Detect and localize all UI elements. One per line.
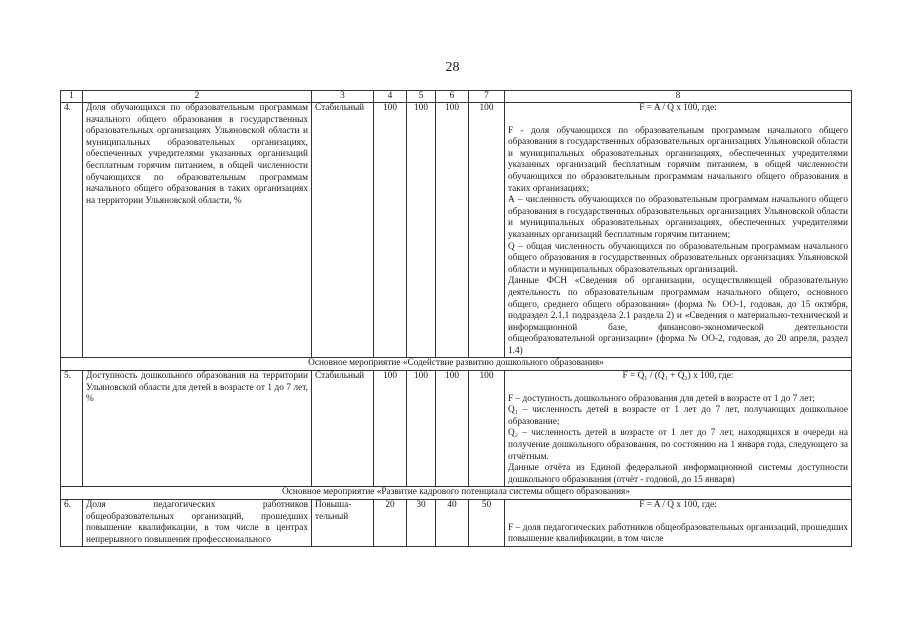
value-cell: 30 bbox=[407, 500, 436, 547]
value-cell: 100 bbox=[469, 371, 505, 487]
value-cell: 20 bbox=[374, 500, 407, 547]
definition-paragraph: Q – общая численность обучающихся по образовательным программам начального общего образования в государственных образовательных организациях Ульяновской области и муниципальных образовательных организаций. bbox=[508, 241, 848, 275]
methodology-cell bbox=[505, 103, 852, 358]
column-header: 7 bbox=[469, 91, 505, 103]
column-header: 5 bbox=[407, 91, 436, 103]
column-header: 1 bbox=[61, 91, 83, 103]
page-number: 28 bbox=[445, 60, 460, 75]
value-cell: 100 bbox=[374, 103, 407, 358]
indicator-type-line: Повыша- bbox=[315, 500, 352, 510]
value-cell: 100 bbox=[407, 371, 436, 487]
methodology-cell bbox=[505, 371, 852, 487]
formula: F = A / Q x 100, где: bbox=[639, 103, 717, 113]
indicators-table bbox=[60, 90, 852, 547]
indicator-name: Доступность дошкольного образования на территории Ульяновской области для детей в возрасте от 1 до 7 лет, % bbox=[83, 371, 312, 487]
table-row bbox=[61, 500, 852, 547]
value-cell: 100 bbox=[407, 103, 436, 358]
data-source-paragraph: Данные отчёта из Единой федеральной информационной системы доступности дошкольного образования (отчёт - годовой, до 15 января) bbox=[508, 463, 848, 485]
formula: F = Q₁ / (Q₁ + Q₂) x 100, где: bbox=[622, 371, 734, 382]
definition-paragraph: F – доступность дошкольного образования для детей в возрасте от 1 до 7 лет; bbox=[508, 393, 815, 404]
column-header: 2 bbox=[83, 91, 312, 103]
formula: F = A / Q x 100, где: bbox=[639, 500, 717, 510]
indicator-type-line: тельный bbox=[315, 511, 349, 522]
indicator-type: Стабильный bbox=[312, 371, 374, 487]
column-header: 6 bbox=[436, 91, 469, 103]
table-header-row bbox=[61, 91, 852, 103]
column-header: 8 bbox=[505, 91, 852, 103]
section-title: Основное мероприятие «Содействие развитию дошкольного образования» bbox=[61, 358, 852, 371]
indicator-type bbox=[312, 500, 374, 547]
indicator-name: Доля педагогических работников общеобразовательных организаций, прошедших повышение квалификации, в том числе в центрах непрерывного повышения профессионального bbox=[83, 500, 312, 547]
value-cell: 50 bbox=[469, 500, 505, 547]
definition-paragraph: А – численность обучающихся по образовательным программам начального общего образования в государственных образовательных организациях Ульяновской области и муниципальных образовательных организациях, обеспеченных учредителями указанных организаций бесплатным горячим питанием; bbox=[508, 195, 848, 240]
definition-paragraph: F - доля обучающихся по образовательным программам начального общего образования в государственных образовательных организациях Ульяновской области и муниципальных образовательных организациях, обеспеченных учредителями указанных организаций бесплатным горячим питанием, в общей численности обучающихся по образовательным программам начального общего образования в таких организациях; bbox=[508, 125, 848, 194]
row-number: 4. bbox=[61, 103, 83, 358]
value-cell: 100 bbox=[436, 371, 469, 487]
data-source-paragraph: Данные ФСН «Сведения об организации, осуществляющей образовательную деятельность по образовательным программам начального общего, основного общего, среднего общего образования» (форма № ОО-1, годовая, до 15 октября, подраздел 2.1.1 подраздела 2.1 раздела 2) и «Сведения о материально-технической и информационной базе, финансово-экономической деятельности общеобразовательной организации» (форма № ОО-2, годовая, до 20 апреля, раздел 1.4) bbox=[508, 276, 848, 356]
section-row bbox=[61, 487, 852, 500]
definition-paragraph: Q₂ – численность детей в возрасте от 1 лет до 7 лет, находящихся в очереди на получение дошкольного образования, по состоянию на 1 января года, следующего за отчётным. bbox=[508, 428, 848, 462]
table-row bbox=[61, 371, 852, 487]
indicator-name: Доля обучающихся по образовательным программам начального общего образования в государственных образовательных организациях Ульяновской области и муниципальных образовательных организациях, обеспеченных учредителями указанных организаций бесплатным горячим питанием, в общей численности обучающихся по образовательным программам начального общего образования в таких организациях на территории Ульяновской области, % bbox=[83, 103, 312, 358]
value-cell: 100 bbox=[469, 103, 505, 358]
column-header: 4 bbox=[374, 91, 407, 103]
row-number: 6. bbox=[61, 500, 83, 547]
definition-paragraph: Q₁ – численность детей в возрасте от 1 лет до 7 лет, получающих дошкольное образование; bbox=[508, 405, 848, 427]
table-row bbox=[61, 103, 852, 358]
section-row bbox=[61, 358, 852, 371]
section-title: Основное мероприятие «Развитие кадрового потенциала системы общего образования» bbox=[61, 487, 852, 500]
methodology-cell bbox=[505, 500, 852, 547]
value-cell: 100 bbox=[436, 103, 469, 358]
definition-paragraph: F – доля педагогических работников общеобразовательных организаций, прошедших повышение квалификации, в том числе bbox=[508, 522, 848, 545]
row-number: 5. bbox=[61, 371, 83, 487]
column-header: 3 bbox=[312, 91, 374, 103]
indicator-type: Стабильный bbox=[312, 103, 374, 358]
value-cell: 40 bbox=[436, 500, 469, 547]
value-cell: 100 bbox=[374, 371, 407, 487]
